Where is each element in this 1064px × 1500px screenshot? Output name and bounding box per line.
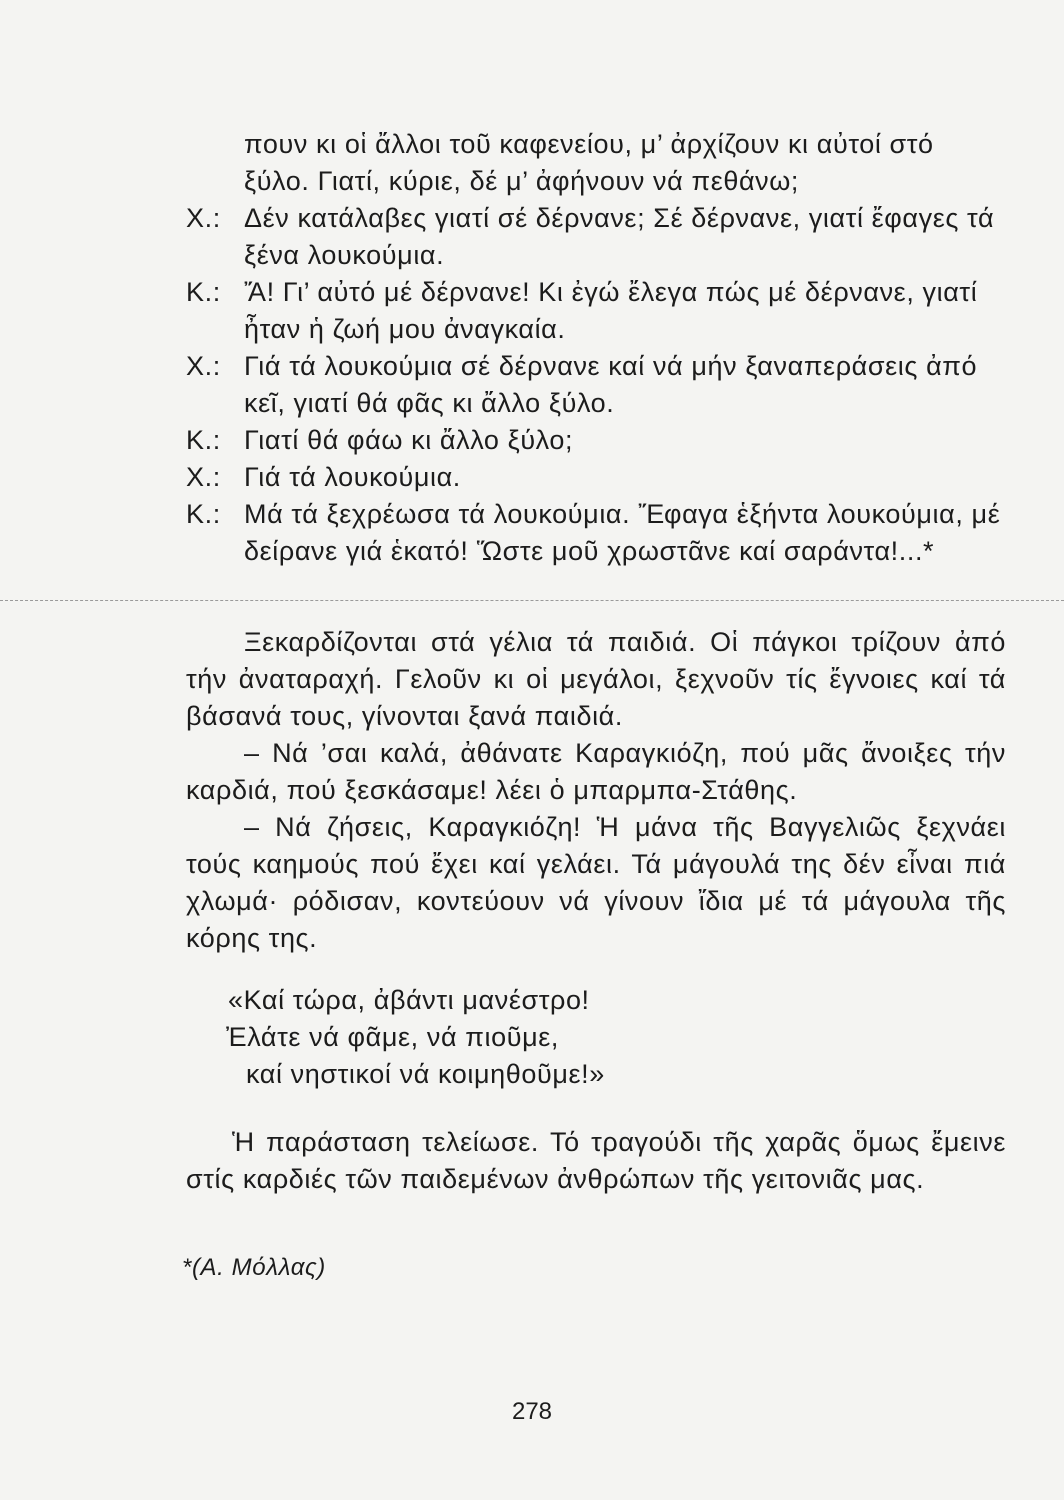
dialogue-text: Γιά τά λουκούμια σέ δέρνανε καί νά μήν ξαναπεράσεις ἀπό κεῖ, γιατί θά φᾶς κι ἄλλο ξύλο.: [244, 351, 978, 418]
narrative-paragraph: – Νά ’σαι καλά, ἀθάνατε Καραγκιόζη, πού μᾶς ἄνοιξες τήν καρδιά, πού ξεσκάσαμε! λέει ὁ μπαρμπα-Στάθης.: [186, 738, 1006, 805]
speaker-label: Κ.:: [186, 499, 221, 529]
speaker-label: Χ.:: [186, 203, 221, 233]
narrative-paragraph: – Νά ζήσεις, Καραγκιόζη! Ἡ μάνα τῆς Βαγγελιῶς ξεχνάει τούς καημούς πού ἔχει καί γελάει. Τά μάγουλά της δέν εἶναι πιά χλωμά· ρόδισαν, κοντεύουν νά γίνουν ἴδια μέ τά μάγουλα τῆς κόρης της.: [186, 812, 1006, 953]
speaker-label: Χ.:: [186, 462, 221, 492]
speaker-label: Κ.:: [186, 277, 221, 307]
page-fold-line: [0, 600, 1064, 601]
dialogue-line: [186, 459, 1006, 496]
dialogue-line: [186, 200, 1006, 274]
dialogue-block: [186, 126, 1006, 570]
dialogue-line: [244, 126, 1006, 200]
narrative-block: [186, 624, 1006, 957]
speaker-label: Χ.:: [186, 351, 221, 381]
page-number: 278: [511, 1398, 553, 1425]
dialogue-line: [186, 422, 1006, 459]
dialogue-line: [186, 496, 1006, 570]
closing-block: [186, 1124, 1006, 1198]
dialogue-text: Γιατί θά φάω κι ἄλλο ξύλο;: [244, 425, 574, 455]
dialogue-text: Ἄ! Γι’ αὐτό μέ δέρνανε! Κι ἐγώ ἔλεγα πώς μέ δέρνανε, γιατί ἦταν ἡ ζωή μου ἀναγκαία.: [244, 277, 978, 344]
song-line: Ἐλάτε νά φᾶμε, νά πιοῦμε,: [226, 1022, 559, 1052]
dialogue-text: Δέν κατάλαβες γιατί σέ δέρνανε; Σέ δέρνανε, γιατί ἔφαγες τά ξένα λουκούμια.: [244, 203, 995, 270]
song-line: καί νηστικοί νά κοιμηθοῦμε!»: [246, 1059, 605, 1089]
dialogue-text: πουν κι οἱ ἄλλοι τοῦ καφενείου, μ’ ἀρχίζουν κι αὐτοί στό ξύλο. Γιατί, κύριε, δέ μ’ ἀφήνουν νά πεθάνω;: [244, 129, 934, 196]
song-verse: [186, 982, 1006, 1093]
dialogue-text: Γιά τά λουκούμια.: [244, 462, 461, 492]
dialogue-text: Μά τά ξεχρέωσα τά λουκούμια. Ἔφαγα ἑξήντα λουκούμια, μέ δείρανε γιά ἑκατό! Ὥστε μοῦ χρωστᾶνε καί σαράντα!...*: [244, 499, 1001, 566]
dialogue-line: [186, 274, 1006, 348]
closing-paragraph: Ἡ παράσταση τελείωσε. Τό τραγούδι τῆς χαρᾶς ὅμως ἔμεινε στίς καρδιές τῶν παιδεμένων ἀνθρώπων τῆς γειτονιᾶς μας.: [186, 1127, 1006, 1194]
song-line: «Καί τώρα, ἀβάντι μανέστρο!: [228, 985, 590, 1015]
dialogue-line: [186, 348, 1006, 422]
speaker-label: Κ.:: [186, 425, 221, 455]
narrative-paragraph: Ξεκαρδίζονται στά γέλια τά παιδιά. Οἱ πάγκοι τρίζουν ἀπό τήν ἀναταραχή. Γελοῦν κι οἱ μεγάλοι, ξεχνοῦν τίς ἔγνοιες καί τά βάσανά τους, γίνονται ξανά παιδιά.: [186, 627, 1006, 731]
footnote: *(Α. Μόλλας): [182, 1254, 326, 1281]
